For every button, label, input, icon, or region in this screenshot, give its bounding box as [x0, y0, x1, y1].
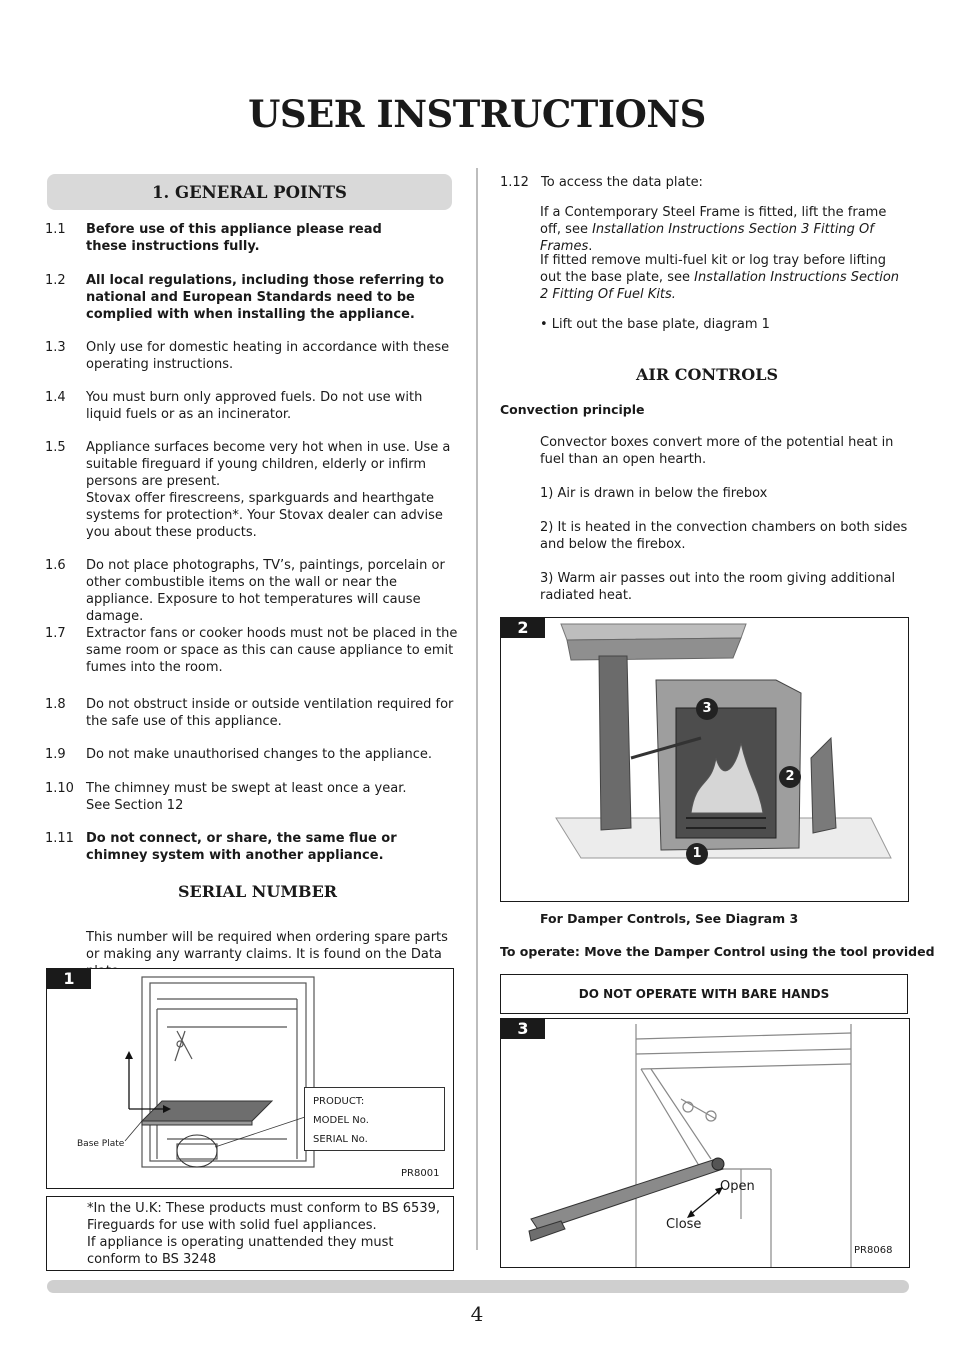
- list-item: [45, 746, 460, 763]
- close-label: Close: [666, 1217, 702, 1232]
- data-plate-line: SERIAL No.: [313, 1134, 368, 1145]
- list-item: [45, 780, 460, 814]
- fuel-kit-instruction-text: If fitted remove multi-fuel kit or log tray before lifting out the base plate, see: [540, 253, 887, 285]
- uk-note-line2: If appliance is operating unattended they must conform to BS 3248: [87, 1235, 394, 1267]
- item-text: You must burn only approved fuels. Do not use with liquid fuels or as an incinerator.: [86, 390, 423, 422]
- damper-tool-diagram: [501, 1019, 909, 1267]
- page-number: 4: [470, 1302, 484, 1326]
- convection-step-2: 2) It is heated in the convection chambers on both sides and below the firebox.: [540, 520, 908, 552]
- list-item: [45, 696, 460, 730]
- serial-number-heading: SERIAL NUMBER: [178, 882, 338, 901]
- item-number: 1.12: [500, 175, 529, 190]
- item-text: Do not connect, or share, the same flue or chimney system with another appliance.: [86, 831, 397, 863]
- item-text: Appliance surfaces become very hot when in use. Use a suitable fireguard if young children, elderly or infirm persons are present.: [86, 440, 451, 489]
- figure-2-number: 2: [501, 618, 545, 638]
- list-item: [45, 439, 460, 541]
- data-plate-line: PRODUCT:: [313, 1096, 365, 1107]
- list-item: [45, 221, 460, 255]
- damper-controls-note: For Damper Controls, See Diagram 3: [540, 911, 799, 926]
- convection-step-1: 1) Air is drawn in below the firebox: [540, 486, 768, 501]
- item-number: 1.6: [45, 558, 66, 573]
- serial-number-text: This number will be required when ordering spare parts or making any warranty claims. It is found on the Data: [86, 930, 448, 962]
- figure-3: [500, 1018, 910, 1268]
- column-divider: [476, 168, 478, 1250]
- frame-instruction: [540, 204, 905, 255]
- item-number: 1.9: [45, 747, 66, 762]
- page-title: USER INSTRUCTIONS: [248, 92, 706, 136]
- item-text: The chimney must be swept at least once a year.: [86, 781, 407, 796]
- convection-step-3: 3) Warm air passes out into the room giving additional radiated heat.: [540, 571, 896, 603]
- item-text: All local regulations, including those referring to national and European Standards need to be complied with when installing the appliance.: [86, 273, 445, 322]
- data-plate-box: [304, 1087, 445, 1151]
- list-item: [45, 830, 460, 864]
- general-points-header: [47, 174, 452, 210]
- damper-operate-instruction: To operate: Move the Damper Control using the tool provided: [500, 944, 935, 959]
- figure-1: [46, 968, 454, 1189]
- frame-instruction-end: .: [588, 239, 593, 254]
- figure-3-number: 3: [501, 1019, 545, 1039]
- list-item: [45, 272, 460, 323]
- figure-2: [500, 617, 909, 902]
- list-item: [45, 339, 460, 373]
- item-number: 1.5: [45, 440, 66, 455]
- uk-note-line1: *In the U.K: These products must conform to BS 6539, Fireguards for use with solid fuel appliances.: [87, 1201, 441, 1233]
- lift-base-plate-step: • Lift out the base plate, diagram 1: [540, 317, 770, 332]
- item-text: Extractor fans or cooker hoods must not be placed in the same room or space as this can cause appliance to emit fumes into the room.: [86, 626, 458, 675]
- callout-1: 1: [686, 843, 708, 865]
- item-number: 1.1: [45, 222, 66, 237]
- list-item: [45, 625, 460, 676]
- list-item: [45, 557, 460, 625]
- warning-text: DO NOT OPERATE WITH BARE HANDS: [578, 987, 830, 1001]
- item-text: Before use of this appliance please read these instructions fully.: [86, 222, 382, 254]
- figure-1-number: 1: [47, 969, 91, 989]
- figure-3-code: PR8068: [854, 1245, 893, 1256]
- item-text: Only use for domestic heating in accordance with these operating instructions.: [86, 340, 450, 372]
- fuel-kit-instruction: [540, 252, 905, 303]
- convection-principle-heading: Convection principle: [500, 402, 645, 417]
- item-number: 1.7: [45, 626, 66, 641]
- list-item: [45, 389, 460, 423]
- item-text: Do not make unauthorised changes to the appliance.: [86, 747, 433, 762]
- frame-instruction-text: If a Contemporary Steel Frame is fitted, lift the frame off, see: [540, 205, 887, 237]
- item-text: To access the data plate:: [541, 175, 703, 190]
- item-number: 1.4: [45, 390, 66, 405]
- frame-instruction-ref: Installation Instructions Section 3 Fitting Of Frames: [540, 222, 874, 254]
- fuel-kit-instruction-ref: Installation Instructions Section 2 Fitting Of Fuel Kits.: [540, 270, 900, 302]
- item-number: 1.10: [45, 781, 74, 796]
- warning-box: [500, 974, 908, 1014]
- convection-intro: Convector boxes convert more of the potential heat in fuel than an open hearth.: [540, 435, 894, 467]
- item-text: Do not place photographs, TV’s, paintings, porcelain or other combustible items on the wall or near the appliance. Exposure to hot temperatures will cause damage.: [86, 558, 445, 624]
- item-number: 1.11: [45, 831, 74, 846]
- open-label: Open: [720, 1179, 755, 1194]
- uk-note-box: [46, 1196, 454, 1271]
- figure-1-code: PR8001: [401, 1168, 440, 1179]
- general-points-heading: 1. GENERAL POINTS: [152, 183, 347, 202]
- footer-bar: [47, 1280, 909, 1293]
- list-item: [500, 174, 905, 191]
- base-plate-diagram: [47, 969, 453, 1188]
- callout-2: 2: [779, 766, 801, 788]
- data-plate-line: MODEL No.: [313, 1115, 369, 1126]
- item-text: See Section 12: [86, 798, 184, 813]
- base-plate-label: Base Plate: [77, 1139, 125, 1149]
- item-text: Do not obstruct inside or outside ventilation required for the safe use of this appliance.: [86, 697, 454, 729]
- callout-3: 3: [696, 698, 718, 720]
- item-number: 1.2: [45, 273, 66, 288]
- item-number: 1.3: [45, 340, 66, 355]
- item-number: 1.8: [45, 697, 66, 712]
- air-controls-heading: AIR CONTROLS: [636, 365, 779, 384]
- item-text: Stovax offer firescreens, sparkguards and hearthgate systems for protection*. Your Stovax dealer can advise you about these products.: [86, 491, 443, 540]
